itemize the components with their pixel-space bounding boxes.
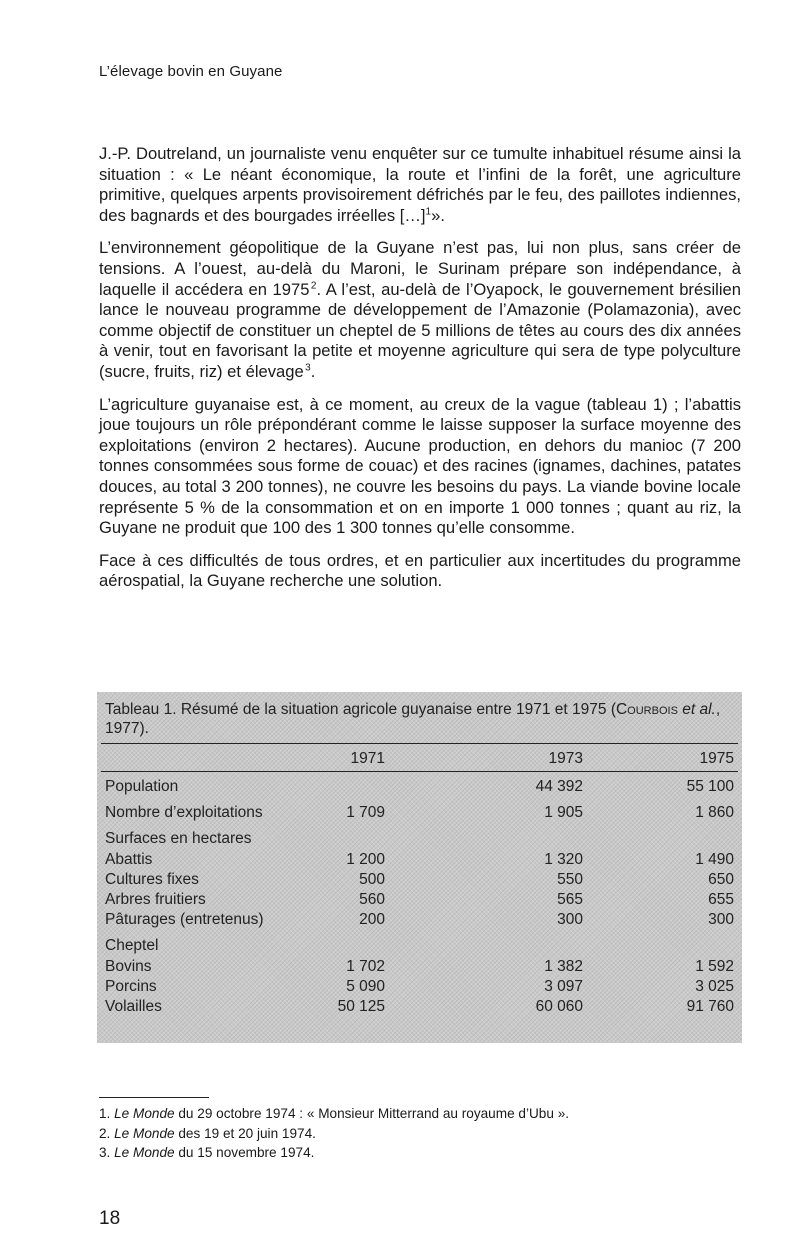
column-header-1971: 1971	[350, 750, 385, 767]
cell-1973: 565	[557, 890, 583, 908]
cell-1973: 44 392	[535, 778, 583, 795]
table-row	[97, 911, 742, 931]
table-row	[97, 804, 742, 824]
footnote-ref[interactable]: 2	[310, 280, 317, 292]
footnotes	[99, 1104, 569, 1163]
running-head: L’élevage bovin en Guyane	[99, 63, 283, 80]
table-1	[97, 692, 742, 1043]
cell-1975: 650	[708, 870, 734, 888]
cell-1971: 560	[359, 890, 385, 908]
table-row	[97, 998, 742, 1018]
paragraph-3: L’agriculture guyanaise est, à ce moment, au creux de la vague (tableau 1) ; l’abattis joue toujours un rôle prépondérant comme le laisse supposer la surface moyenne des exploitations (environ 2 hectares). Aucune production, en dehors du manioc (7 200 tonnes consommées sous forme de couac) et des racines (ignames, dachines, patates douces, au total 3 200 tonnes), ne couvre les besoins du pays. La viande bovine locale représente 5 % de la consommation et on en importe 1 000 tonnes ; quant au riz, la Guyane ne produit que 100 des 1 300 tonnes qu’elle consomme.	[99, 394, 741, 538]
cell-1971: 50 125	[337, 997, 385, 1015]
cell-1975: 3 025	[695, 977, 734, 995]
table-row	[97, 978, 742, 998]
row-label: Bovins	[105, 957, 152, 975]
table-row	[97, 778, 742, 798]
cell-1971: 1 702	[346, 957, 385, 975]
row-label: Abattis	[105, 850, 153, 868]
row-label: Cultures fixes	[105, 870, 199, 888]
paragraph-4: Face à ces difficultés de tous ordres, et en particulier aux incertitudes du programme aérospatial, la Guyane recherche une solution.	[99, 550, 741, 591]
cell-1973: 3 097	[544, 977, 583, 995]
page-number: 18	[99, 1208, 121, 1229]
table-row	[97, 871, 742, 891]
table-row	[97, 851, 742, 871]
footnote-ref[interactable]: 3	[305, 362, 311, 374]
cell-1971: 500	[359, 870, 385, 888]
paragraph-1: J.-P. Doutreland, un journaliste venu enquêter sur ce tumulte inhabituel résume ainsi la situation : « Le néant économique, la route et l’infini de la forêt, une agriculture primitive, quelques arpents provisoirement défrichés par le feu, des paillotes indiennes, des bagnards et des bourgades irréelles […]$^1$».	[99, 144, 741, 225]
cell-1971: 1 709	[346, 804, 385, 822]
table-body	[97, 778, 742, 1018]
row-label: Nombre d’exploitations	[105, 804, 263, 822]
table-row	[97, 937, 742, 957]
cell-1975: 1 490	[695, 850, 734, 868]
row-label: Porcins	[105, 977, 157, 995]
table-row	[97, 891, 742, 911]
paragraph-2: L’environnement géopolitique de la Guyane n’est pas, lui non plus, sans créer de tensions. A l’ouest, au-delà du Maroni, le Surinam prépare son indépendance, à laquelle il accédera en 1975 $^2$. A l’est, au-delà de l’Oyapock, le gouvernement brésilien lance le nouveau programme de développement de l’Amazonie (Polamazonia), avec comme objectif de constituer un cheptel de 5 millions de têtes au cours des dix années à venir, tout en favorisant la petite et moyenne agriculture qui sera de type polyculture (sucre, fruits, riz) et élevage $^3$.	[99, 238, 741, 381]
table-row	[97, 830, 742, 850]
footnote-2: 2. Le Monde des 19 et 20 juin 1974.	[99, 1125, 316, 1141]
cell-1971: 1 200	[346, 850, 385, 868]
column-header-1975: 1975	[699, 750, 734, 767]
table-caption: Tableau 1. Résumé de la situation agricole guyanaise entre 1971 et 1975 (Courbois et al., 1977).	[105, 701, 721, 737]
cell-1971: 5 090	[346, 977, 385, 995]
cell-1973: 60 060	[535, 997, 583, 1015]
cell-1973: 550	[557, 870, 583, 888]
footnote-separator	[99, 1097, 209, 1098]
row-label: Volailles	[105, 997, 162, 1015]
cell-1975: 1 592	[695, 957, 734, 975]
footnote-ref[interactable]: 1	[425, 206, 432, 218]
row-label: Pâturages (entretenus)	[105, 911, 264, 929]
cell-1975: 55 100	[686, 778, 734, 795]
cell-1973: 1 905	[544, 804, 583, 822]
footnote-3: 3. Le Monde du 15 novembre 1974.	[99, 1145, 315, 1160]
row-label: Cheptel	[105, 937, 159, 955]
cell-1973: 300	[557, 911, 583, 929]
table-row	[97, 958, 742, 978]
row-label: Surfaces en hectares	[105, 830, 252, 848]
footnote-1: 1. Le Monde du 29 octobre 1974 : « Monsieur Mitterrand au royaume d’Ubu ».	[99, 1106, 570, 1121]
row-label: Population	[105, 778, 179, 795]
cell-1975: 91 760	[686, 997, 734, 1015]
body-text	[99, 144, 741, 604]
cell-1975: 300	[708, 911, 734, 929]
cell-1973: 1 320	[544, 850, 583, 868]
row-label: Arbres fruitiers	[105, 890, 206, 908]
table-top-rule	[101, 743, 738, 744]
cell-1975: 655	[708, 890, 734, 908]
cell-1973: 1 382	[544, 957, 583, 975]
cell-1971: 200	[359, 911, 385, 929]
cell-1975: 1 860	[695, 804, 734, 822]
column-header-1973: 1973	[548, 750, 583, 767]
table-header-rule	[101, 771, 738, 772]
table-header-row	[97, 750, 742, 770]
